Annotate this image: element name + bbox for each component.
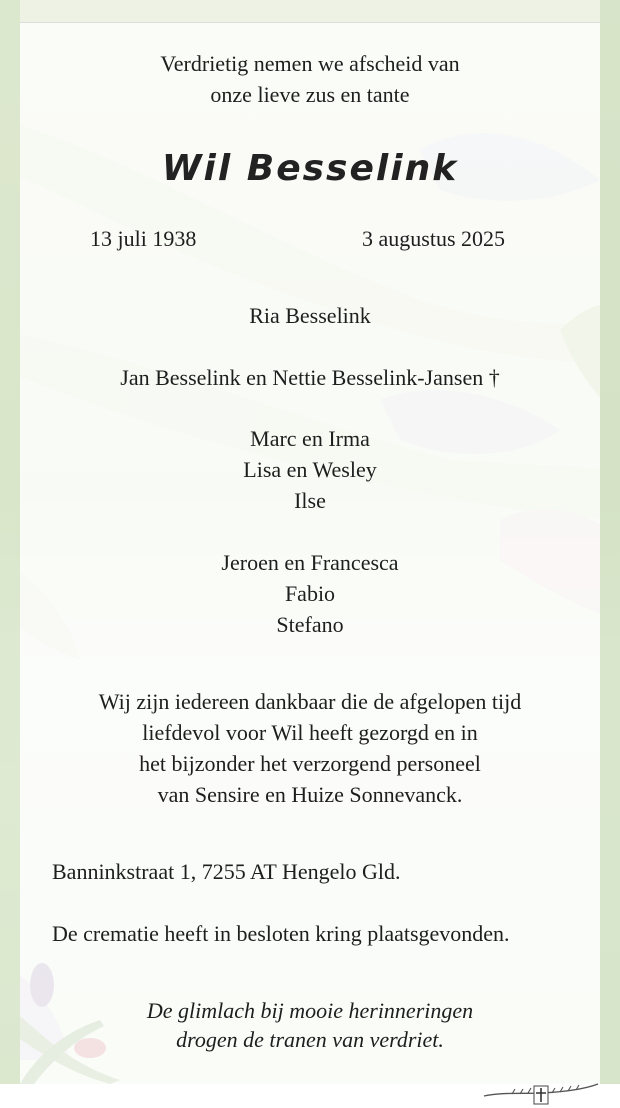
cremation-note: De crematie heeft in besloten kring plaatsgevonden. xyxy=(52,921,510,946)
quote-line-2: drogen de tranen van verdriet. xyxy=(176,1027,444,1052)
thanks-line-2: liefdevol voor Wil heeft gezorgd en in xyxy=(142,720,478,745)
family-group-1-line-2: Lisa en Wesley xyxy=(243,457,377,482)
intro-line-1: Verdrietig nemen we afscheid van xyxy=(160,51,460,76)
thanks-line-1: Wij zijn iedereen dankbaar die de afgelopen tijd xyxy=(98,689,522,714)
birth-date: 13 juli 1938 xyxy=(90,226,197,251)
thanks-line-3: het bijzonder het verzorgend personeel xyxy=(139,751,481,776)
quote-line-1: De glimlach bij mooie herinneringen xyxy=(146,998,474,1023)
family-sibling: Ria Besselink xyxy=(249,303,371,328)
family-sibling-couple: Jan Besselink en Nettie Besselink-Jansen † xyxy=(120,365,500,390)
deceased-name: Wil Besselink xyxy=(161,148,459,189)
publisher-logo xyxy=(482,1076,602,1106)
family-group-1-line-3: Ilse xyxy=(294,488,326,513)
thanks-line-4: van Sensire en Huize Sonnevanck. xyxy=(157,782,463,807)
death-date: 3 augustus 2025 xyxy=(362,226,505,251)
address: Banninkstraat 1, 7255 AT Hengelo Gld. xyxy=(52,859,401,884)
family-group-2-line-3: Stefano xyxy=(276,612,344,637)
family-group-1-line-1: Marc en Irma xyxy=(250,426,370,451)
family-group-2-line-2: Fabio xyxy=(284,581,336,606)
family-group-2-line-1: Jeroen en Francesca xyxy=(221,550,399,575)
intro-line-2: onze lieve zus en tante xyxy=(210,82,410,107)
